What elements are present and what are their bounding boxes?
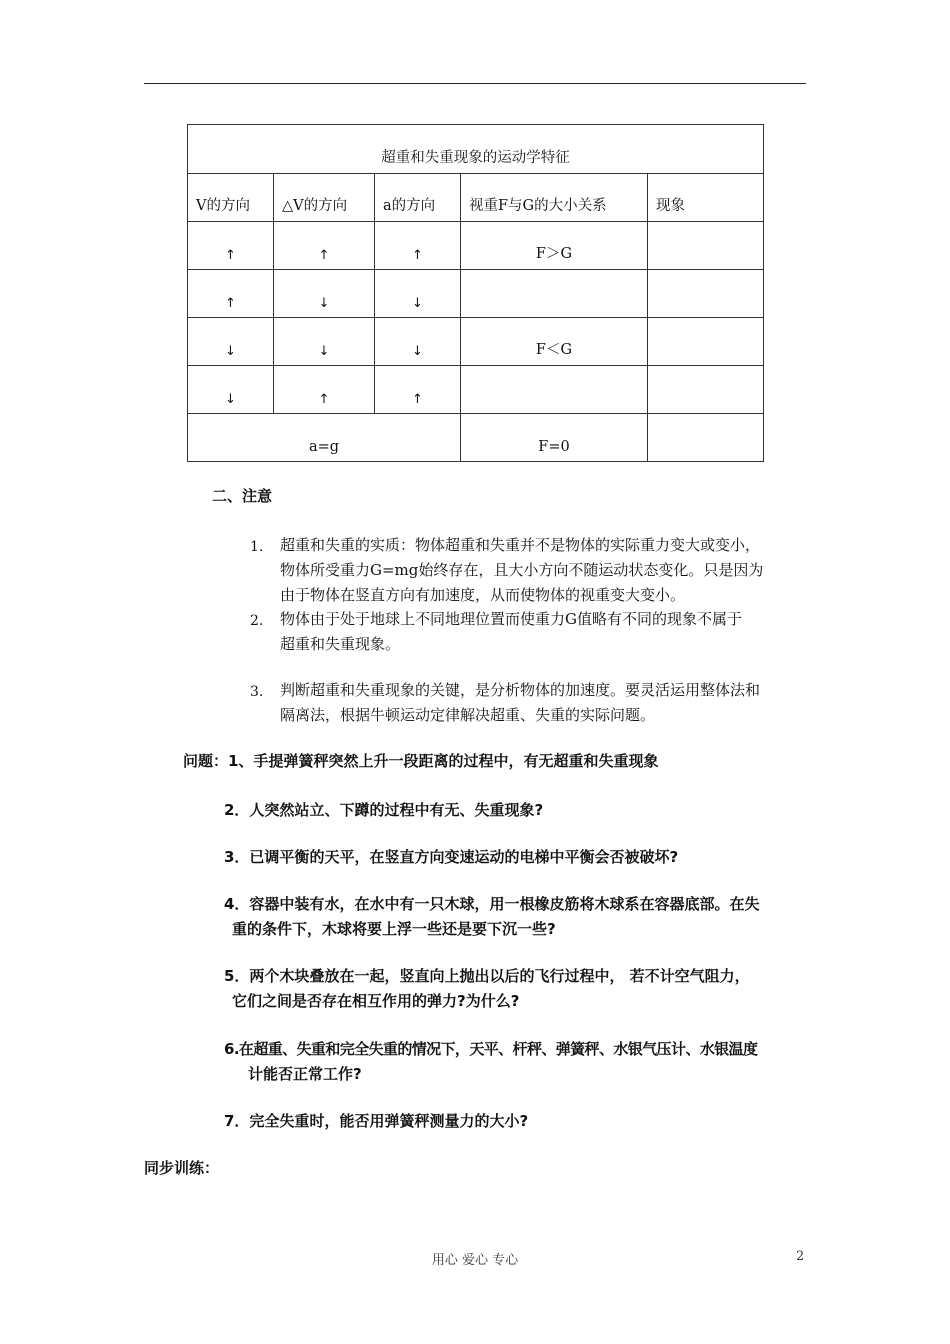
- note-number: 2.: [250, 613, 264, 629]
- relation-cell: F＜G: [461, 318, 648, 366]
- down-arrow-icon: ↓: [375, 318, 461, 366]
- note-line: 物体所受重力G=mg始终存在，且大小方向不随运动状态变化。只是因为: [280, 561, 764, 579]
- note-line: 物体由于处于地球上不同地理位置而使重力G值略有不同的现象不属于: [280, 610, 742, 628]
- down-arrow-icon: ↓: [188, 366, 274, 414]
- phenomenon-cell: [648, 318, 764, 366]
- question-7: 7．完全失重时，能否用弹簧秤测量力的大小?: [224, 1112, 529, 1130]
- header-a-direction: a的方向: [375, 174, 461, 222]
- question-3: 3．已调平衡的天平，在竖直方向变速运动的电梯中平衡会否被破坏?: [224, 848, 679, 866]
- header-phenomenon: 现象: [648, 174, 764, 222]
- table-row: [188, 222, 764, 270]
- phenomenon-cell: [648, 414, 764, 462]
- question-4-line-1: 4．容器中装有水，在水中有一只木球，用一根橡皮筋将木球系在容器底部。在失: [224, 895, 760, 913]
- up-arrow-icon: ↑: [375, 366, 461, 414]
- phenomenon-cell: [648, 270, 764, 318]
- sync-training-heading: 同步训练：: [144, 1159, 220, 1177]
- up-arrow-icon: ↑: [375, 222, 461, 270]
- note-line: 超重和失重的实质：物体超重和失重并不是物体的实际重力变大或变小，: [280, 536, 761, 554]
- footer-motto: 用心 爱心 专心: [431, 1253, 519, 1268]
- notes-heading: 二、注意: [212, 487, 273, 505]
- table-row: [188, 414, 764, 462]
- up-arrow-icon: ↑: [188, 270, 274, 318]
- down-arrow-icon: ↓: [188, 318, 274, 366]
- kinematics-table: [187, 124, 764, 462]
- up-arrow-icon: ↑: [274, 366, 375, 414]
- question-6-line-1: 6.在超重、失重和完全失重的情况下，天平、杆秤、弹簧秤、水银气压计、水银温度: [224, 1040, 758, 1058]
- relation-cell: F＞G: [461, 222, 648, 270]
- question-6-line-2: 计能否正常工作?: [248, 1065, 362, 1083]
- down-arrow-icon: ↓: [375, 270, 461, 318]
- down-arrow-icon: ↓: [274, 270, 375, 318]
- page-number: 2: [796, 1249, 805, 1264]
- note-line: 隔离法，根据牛顿运动定律解决超重、失重的实际问题。: [280, 706, 656, 724]
- question-1: 问题：1、手提弹簧秤突然上升一段距离的过程中，有无超重和失重现象: [183, 752, 659, 770]
- condition-cell: a=g: [188, 414, 461, 462]
- question-2: 2．人突然站立、下蹲的过程中有无、失重现象?: [224, 801, 544, 819]
- table-row: [188, 366, 764, 414]
- up-arrow-icon: ↑: [188, 222, 274, 270]
- header-rule: [144, 83, 806, 84]
- note-number: 1.: [250, 539, 264, 555]
- relation-cell: [461, 366, 648, 414]
- note-line: 判断超重和失重现象的关键，是分析物体的加速度。要灵活运用整体法和: [280, 681, 761, 699]
- note-line: 由于物体在竖直方向有加速度，从而使物体的视重变大变小。: [280, 586, 686, 604]
- question-4-line-2: 重的条件下，木球将要上浮一些还是要下沉一些?: [232, 920, 556, 938]
- header-v-direction: V的方向: [188, 174, 274, 222]
- down-arrow-icon: ↓: [274, 318, 375, 366]
- note-number: 3.: [250, 684, 264, 700]
- phenomenon-cell: [648, 222, 764, 270]
- phenomenon-cell: [648, 366, 764, 414]
- table-title: 超重和失重现象的运动学特征: [188, 125, 764, 174]
- table-row: [188, 270, 764, 318]
- up-arrow-icon: ↑: [274, 222, 375, 270]
- header-apparent-weight: 视重F与G的大小关系: [461, 174, 648, 222]
- question-5-line-1: 5．两个木块叠放在一起，竖直向上抛出以后的飞行过程中， 若不计空气阻力，: [224, 967, 750, 985]
- table-row: [188, 318, 764, 366]
- header-dv-direction: △V的方向: [274, 174, 375, 222]
- note-line: 超重和失重现象。: [280, 635, 401, 653]
- relation-cell: [461, 270, 648, 318]
- question-5-line-2: 它们之间是否存在相互作用的弹力?为什么?: [232, 992, 520, 1010]
- relation-cell: F=0: [461, 414, 648, 462]
